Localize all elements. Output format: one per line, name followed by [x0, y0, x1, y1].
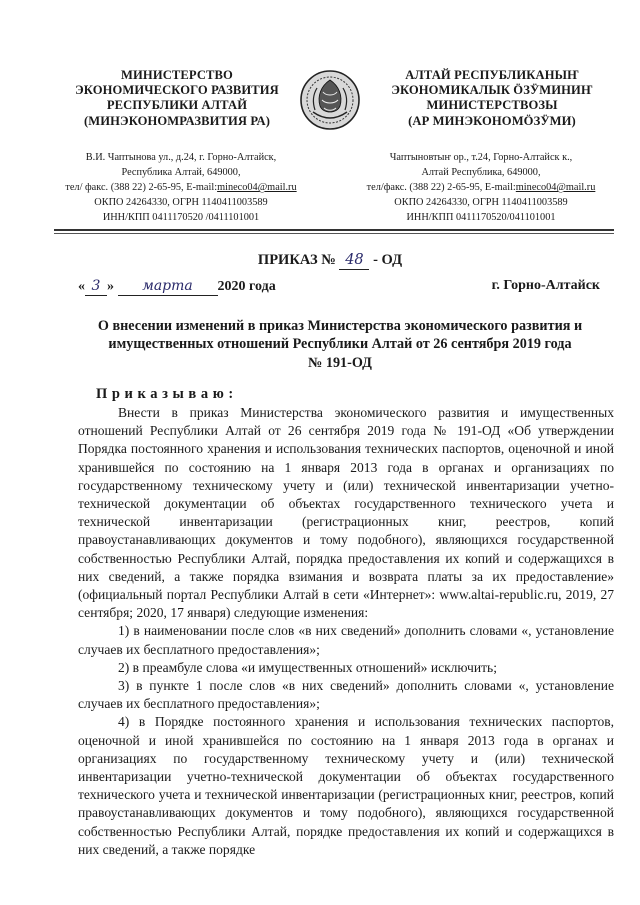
address-line: В.И. Чаптынова ул., д.24, г. Горно-Алтайск, [85, 152, 277, 163]
address-right [336, 150, 626, 225]
email-link[interactable]: mineco04@mail.ru [515, 182, 596, 194]
letterhead-right [372, 68, 612, 129]
order-directive: Приказываю: [96, 386, 238, 402]
order-subject [70, 317, 610, 372]
address-line: Республика Алтай, 649000, [121, 167, 241, 179]
date-close-quote: » [107, 279, 114, 294]
letterhead-divider [54, 229, 614, 231]
address-line: ОКПО 24264330, ОГРН 1140411003589 [394, 197, 568, 209]
letterhead-right-line: (АР МИНЭКОНОМӦЗӰМИ) [408, 113, 576, 128]
address-line: ОКПО 24264330, ОГРН 1140411003589 [94, 197, 268, 209]
date-month-handwritten: марта [142, 278, 193, 294]
body-paragraph: 2) в преамбуле слова «и имущественных отношений» исключить; [118, 659, 497, 675]
letterhead-right-line: АЛТАЙ РЕСПУБЛИКАНЫҤ [405, 68, 579, 82]
phone-fax: тел/ факс. (388 22) 2-65-95, E-mail: [65, 182, 218, 194]
address-line: ИНН/КПП 0411170520/041101001 [406, 212, 556, 224]
address-line: Чаптыновтыҥ ор., т.24, Горно-Алтайск к., [389, 152, 573, 163]
coat-of-arms-icon [299, 68, 361, 132]
subject-line: О внесении изменений в приказ Министерства экономического развития и [97, 318, 583, 334]
order-number-handwritten: 48 [345, 252, 364, 268]
order-body [78, 404, 614, 859]
letterhead-left-line: (МИНЭКОНОМРАЗВИТИЯ РА) [83, 113, 271, 128]
letterhead-left-line: ЭКОНОМИЧЕСКОГО РАЗВИТИЯ [75, 83, 279, 98]
order-city: г. Горно-Алтайск [491, 278, 600, 293]
order-suffix: - ОД [373, 252, 403, 268]
subject-line: имущественных отношений Республики Алтай от 26 сентября 2019 года [108, 336, 572, 353]
email-link[interactable]: mineco04@mail.ru [217, 182, 297, 194]
date-day-handwritten: 3 [91, 278, 101, 294]
date-open-quote: « [78, 279, 85, 294]
order-prefix: ПРИКАЗ № [257, 252, 336, 268]
phone-fax: тел/факс. (388 22) 2-65-95, E-mail: [366, 182, 516, 194]
order-date [78, 278, 276, 296]
address-contact-line [336, 180, 626, 195]
body-paragraph: 3) в пункте 1 после слов «в них сведений» дополнить словами «, установление случаев их бесплатного предоставления»; [78, 678, 614, 712]
address-line: ИНН/КПП 0411170520 /0411101001 [102, 212, 260, 224]
order-title [200, 252, 460, 270]
address-contact-line [56, 180, 306, 195]
date-year: 2020 года [217, 279, 276, 294]
letterhead-right-line: МИНИСТЕРСТВОЗЫ [426, 98, 558, 113]
body-paragraph: 4) в Порядке постоянного хранения и использования технических паспортов, оценочной и иной хранившейся по состоянию на 1 января 2013 года в органах и организациях по государственному техническому учету и (или) технической инвентаризации учетно-технической документации об объектах государственного технического учета и технической инвентаризации (регистрационных книг, реестров, копий правоустанавливающих документов и тому подобного), являющихся государственной собственностью Республики Алтай, порядке предоставления их копий и содержащихся в них сведений, а также порядке [78, 714, 614, 857]
body-paragraph: Внести в приказ Министерства экономического развития и имущественных отношений Республики Алтай от 26 сентября 2019 года № 191-ОД «Об утверждении Порядка постоянного хранения и использования технических паспортов, оценочной и иной хранившейся по состоянию на 1 января 2013 года в органах и организациях по государственному техническому учету и (или) технической инвентаризации учетно-технической документации об объектах государственного технического учета и технической инвентаризации (регистрационных книг, реестров, копий правоустанавливающих документов и тому подобного), являющихся государственной собственностью Республики Алтай, порядка предоставления их копий и содержащихся в них сведений, а также порядка взимания и возврата платы за их предоставление» (официальный портал Республики Алтай в сети «Интернет»: www.altai-republic.ru, 2019, 27 сентября; 2020, 17 января) следующие изменения: [78, 405, 614, 621]
letterhead-left [62, 68, 292, 129]
address-left [56, 150, 306, 225]
letterhead-left-line: МИНИСТЕРСТВО [121, 68, 233, 82]
letterhead-divider-thin [54, 233, 614, 234]
address-line: Алтай Республика, 649000, [421, 167, 541, 179]
subject-line: № 191-ОД [308, 354, 372, 371]
letterhead-right-line: ЭКОНОМИКАЛЫК ӦЗӰМИНИҤ [391, 83, 593, 98]
letterhead-left-line: РЕСПУБЛИКИ АЛТАЙ [106, 98, 248, 113]
body-paragraph: 1) в наименовании после слов «в них сведений» дополнить словами «, установление случаев их бесплатного предоставления»; [78, 623, 614, 657]
